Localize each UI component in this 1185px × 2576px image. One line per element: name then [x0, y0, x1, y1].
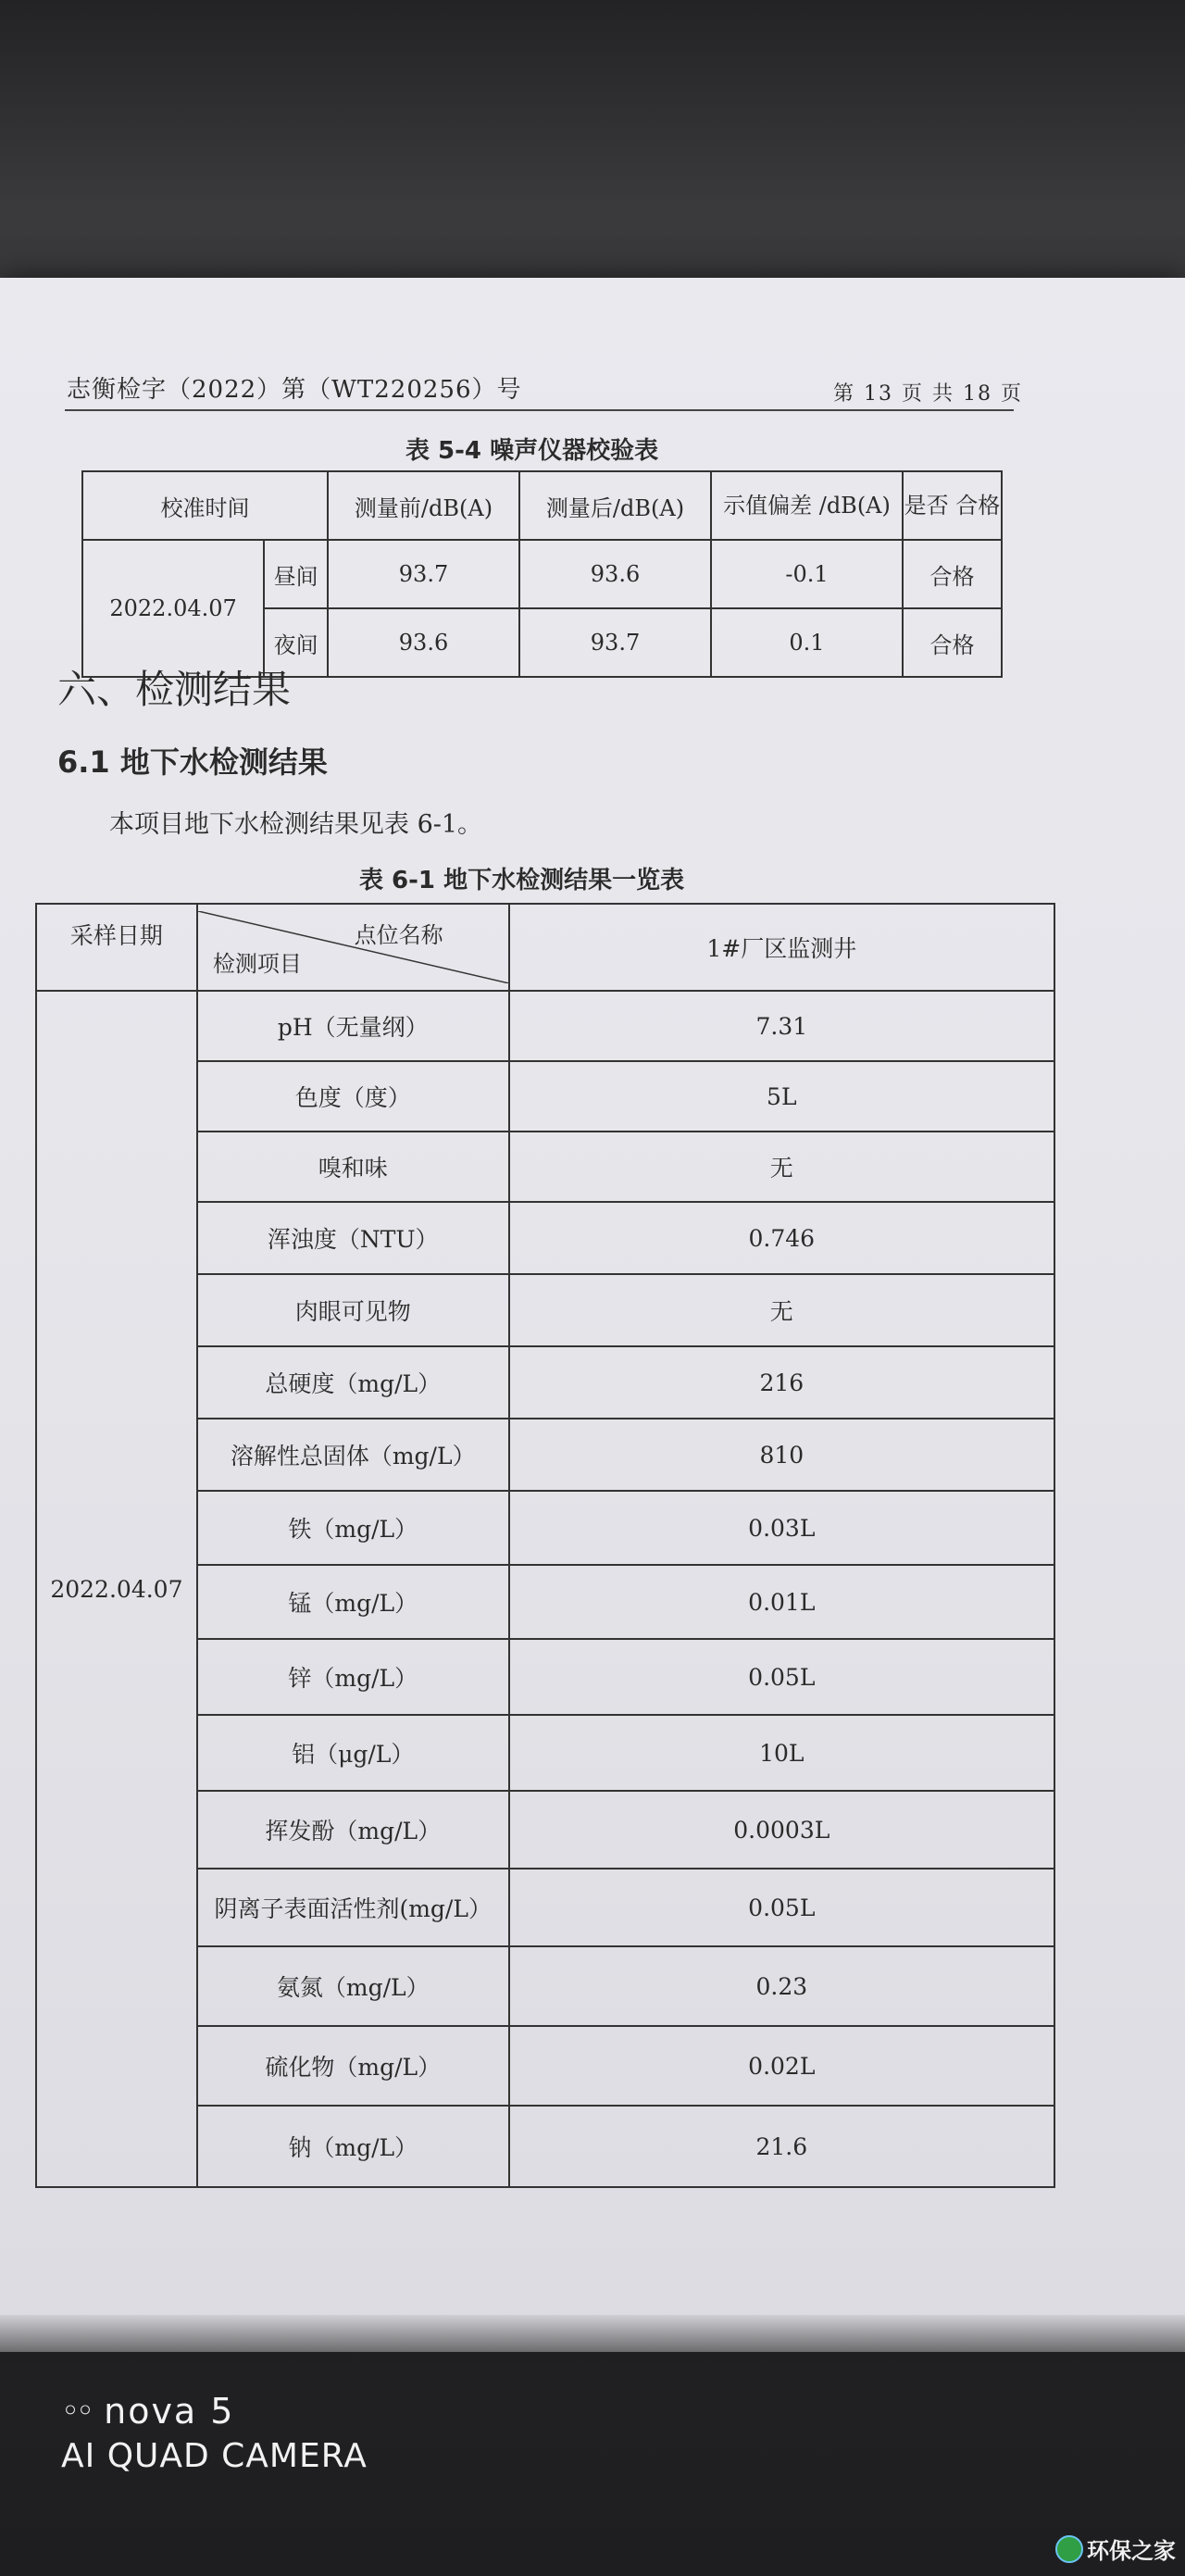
- item-value: 5L: [509, 1061, 1054, 1132]
- item-name: 铁（mg/L）: [197, 1491, 509, 1565]
- page-edge: [0, 2315, 1185, 2352]
- item-name: 硫化物（mg/L）: [197, 2026, 509, 2106]
- header-before: 测量前/dB(A): [328, 471, 519, 540]
- period-night: 夜间: [264, 608, 328, 677]
- item-value: 0.01L: [509, 1565, 1054, 1639]
- item-value: 21.6: [509, 2106, 1054, 2187]
- day-deviation: -0.1: [711, 540, 903, 608]
- item-value: 216: [509, 1346, 1054, 1419]
- groundwater-results-table: [35, 903, 1055, 2188]
- night-pass: 合格: [903, 608, 1002, 677]
- page-indicator: 第 13 页 共 18 页: [833, 382, 1023, 406]
- item-value: 0.05L: [509, 1639, 1054, 1715]
- item-value: 7.31: [509, 991, 1054, 1061]
- period-day: 昼间: [264, 540, 328, 608]
- item-name: 铝（μg/L）: [197, 1715, 509, 1791]
- night-deviation: 0.1: [711, 608, 903, 677]
- table-5-4-caption: 表 5-4 噪声仪器校验表: [405, 437, 659, 465]
- header-diagonal-cell: [197, 904, 509, 991]
- item-name: 挥发酚（mg/L）: [197, 1791, 509, 1869]
- item-value: 0.0003L: [509, 1791, 1054, 1869]
- watermark-text: 环保之家: [1087, 2538, 1176, 2564]
- site-watermark: [1055, 2532, 1176, 2565]
- item-value: 0.746: [509, 1202, 1054, 1274]
- item-name: 嗅和味: [197, 1132, 509, 1202]
- item-name: 钠（mg/L）: [197, 2106, 509, 2187]
- item-name: 总硬度（mg/L）: [197, 1346, 509, 1419]
- sampling-date: 2022.04.07: [36, 991, 197, 2187]
- night-after: 93.7: [519, 608, 711, 677]
- header-monitoring-well: 1#厂区监测井: [509, 904, 1054, 991]
- item-value: 10L: [509, 1715, 1054, 1791]
- camera-mode: AI QUAD CAMERA: [61, 2437, 368, 2475]
- item-value: 0.23: [509, 1946, 1054, 2026]
- header-point-name: 点位名称: [354, 922, 443, 948]
- item-value: 0.05L: [509, 1869, 1054, 1946]
- calibration-date: 2022.04.07: [82, 540, 264, 677]
- item-name: 阴离子表面活性剂(mg/L）: [197, 1869, 509, 1946]
- item-name: 溶解性总固体（mg/L）: [197, 1419, 509, 1491]
- section-title: 六、检测结果: [57, 667, 292, 712]
- item-value: 810: [509, 1419, 1054, 1491]
- report-number: 志衡检字（2022）第（WT220256）号: [67, 376, 522, 404]
- item-value: 0.03L: [509, 1491, 1054, 1565]
- header-sampling-date: 采样日期: [36, 904, 197, 991]
- header-pass: 是否 合格: [903, 471, 1002, 540]
- camera-logo-icon: ◦◦: [61, 2393, 92, 2430]
- day-pass: 合格: [903, 540, 1002, 608]
- header-deviation: 示值偏差 /dB(A): [711, 471, 903, 540]
- intro-paragraph: 本项目地下水检测结果见表 6-1。: [109, 810, 483, 839]
- item-name: 浑浊度（NTU）: [197, 1202, 509, 1274]
- camera-watermark: [61, 2391, 368, 2475]
- night-before: 93.6: [328, 608, 519, 677]
- watermark-logo-icon: [1055, 2535, 1083, 2563]
- subsection-title: 6.1 地下水检测结果: [57, 744, 328, 780]
- item-value: 无: [509, 1132, 1054, 1202]
- item-name: pH（无量纲）: [197, 991, 509, 1061]
- day-after: 93.6: [519, 540, 711, 608]
- header-calibration-time: 校准时间: [82, 471, 328, 540]
- camera-brand: nova 5: [104, 2391, 235, 2432]
- table-6-1-caption: 表 6-1 地下水检测结果一览表: [359, 867, 685, 894]
- header-divider: [65, 409, 1014, 411]
- header-test-item: 检测项目: [212, 951, 302, 977]
- item-name: 肉眼可见物: [197, 1274, 509, 1346]
- item-value: 0.02L: [509, 2026, 1054, 2106]
- item-name: 锰（mg/L）: [197, 1565, 509, 1639]
- item-name: 锌（mg/L）: [197, 1639, 509, 1715]
- noise-calibration-table: [81, 470, 1003, 678]
- item-name: 色度（度）: [197, 1061, 509, 1132]
- item-name: 氨氮（mg/L）: [197, 1946, 509, 2026]
- item-value: 无: [509, 1274, 1054, 1346]
- day-before: 93.7: [328, 540, 519, 608]
- header-after: 测量后/dB(A): [519, 471, 711, 540]
